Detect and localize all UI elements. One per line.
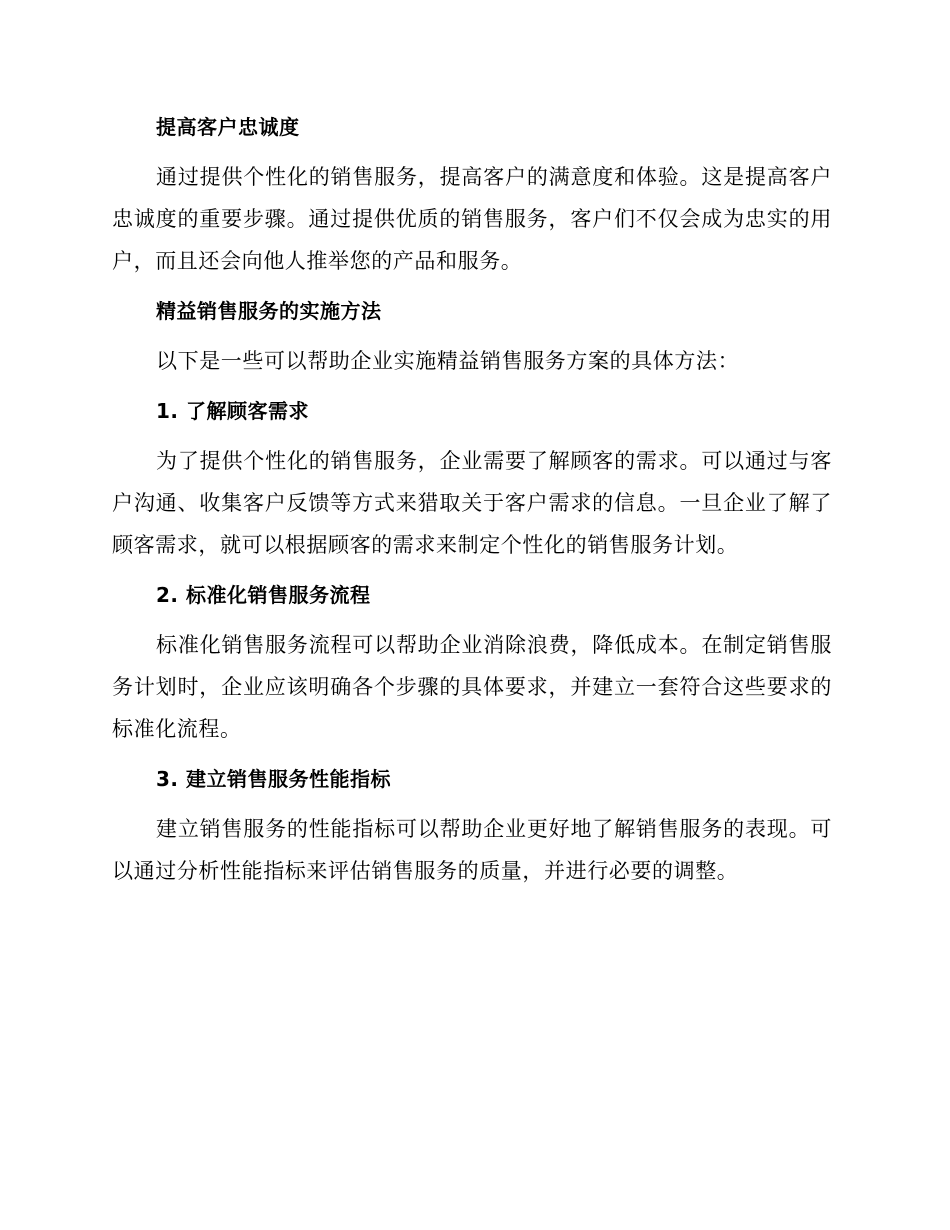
section-paragraph: 以下是一些可以帮助企业实施精益销售服务方案的具体方法： [156,349,740,373]
section-paragraph: 标准化销售服务流程可以帮助企业消除浪费，降低成本。在制定销售服务计划时，企业应该明确各个步骤的具体要求，并建立一套符合这些要求的标准化流程。 [112,633,832,741]
section-paragraph: 建立销售服务的性能指标可以帮助企业更好地了解销售服务的表现。可以通过分析性能指标来评估销售服务的质量，并进行必要的调整。 [112,817,832,883]
section-heading: 3. 建立销售服务性能指标 [156,767,391,791]
section-heading: 2. 标准化销售服务流程 [156,583,371,607]
section-heading: 精益销售服务的实施方法 [156,299,382,323]
document-body [112,108,832,892]
section-paragraph: 通过提供个性化的销售服务，提高客户的满意度和体验。这是提高客户忠诚度的重要步骤。通过提供优质的销售服务，客户们不仅会成为忠实的用户，而且还会向他人推举您的产品和服务。 [112,165,832,273]
section-heading: 1. 了解顾客需求 [156,399,309,423]
section-heading: 提高客户忠诚度 [156,115,300,139]
section-paragraph: 为了提供个性化的销售服务，企业需要了解顾客的需求。可以通过与客户沟通、收集客户反馈等方式来猎取关于客户需求的信息。一旦企业了解了顾客需求，就可以根据顾客的需求来制定个性化的销售服务计划。 [112,449,832,557]
